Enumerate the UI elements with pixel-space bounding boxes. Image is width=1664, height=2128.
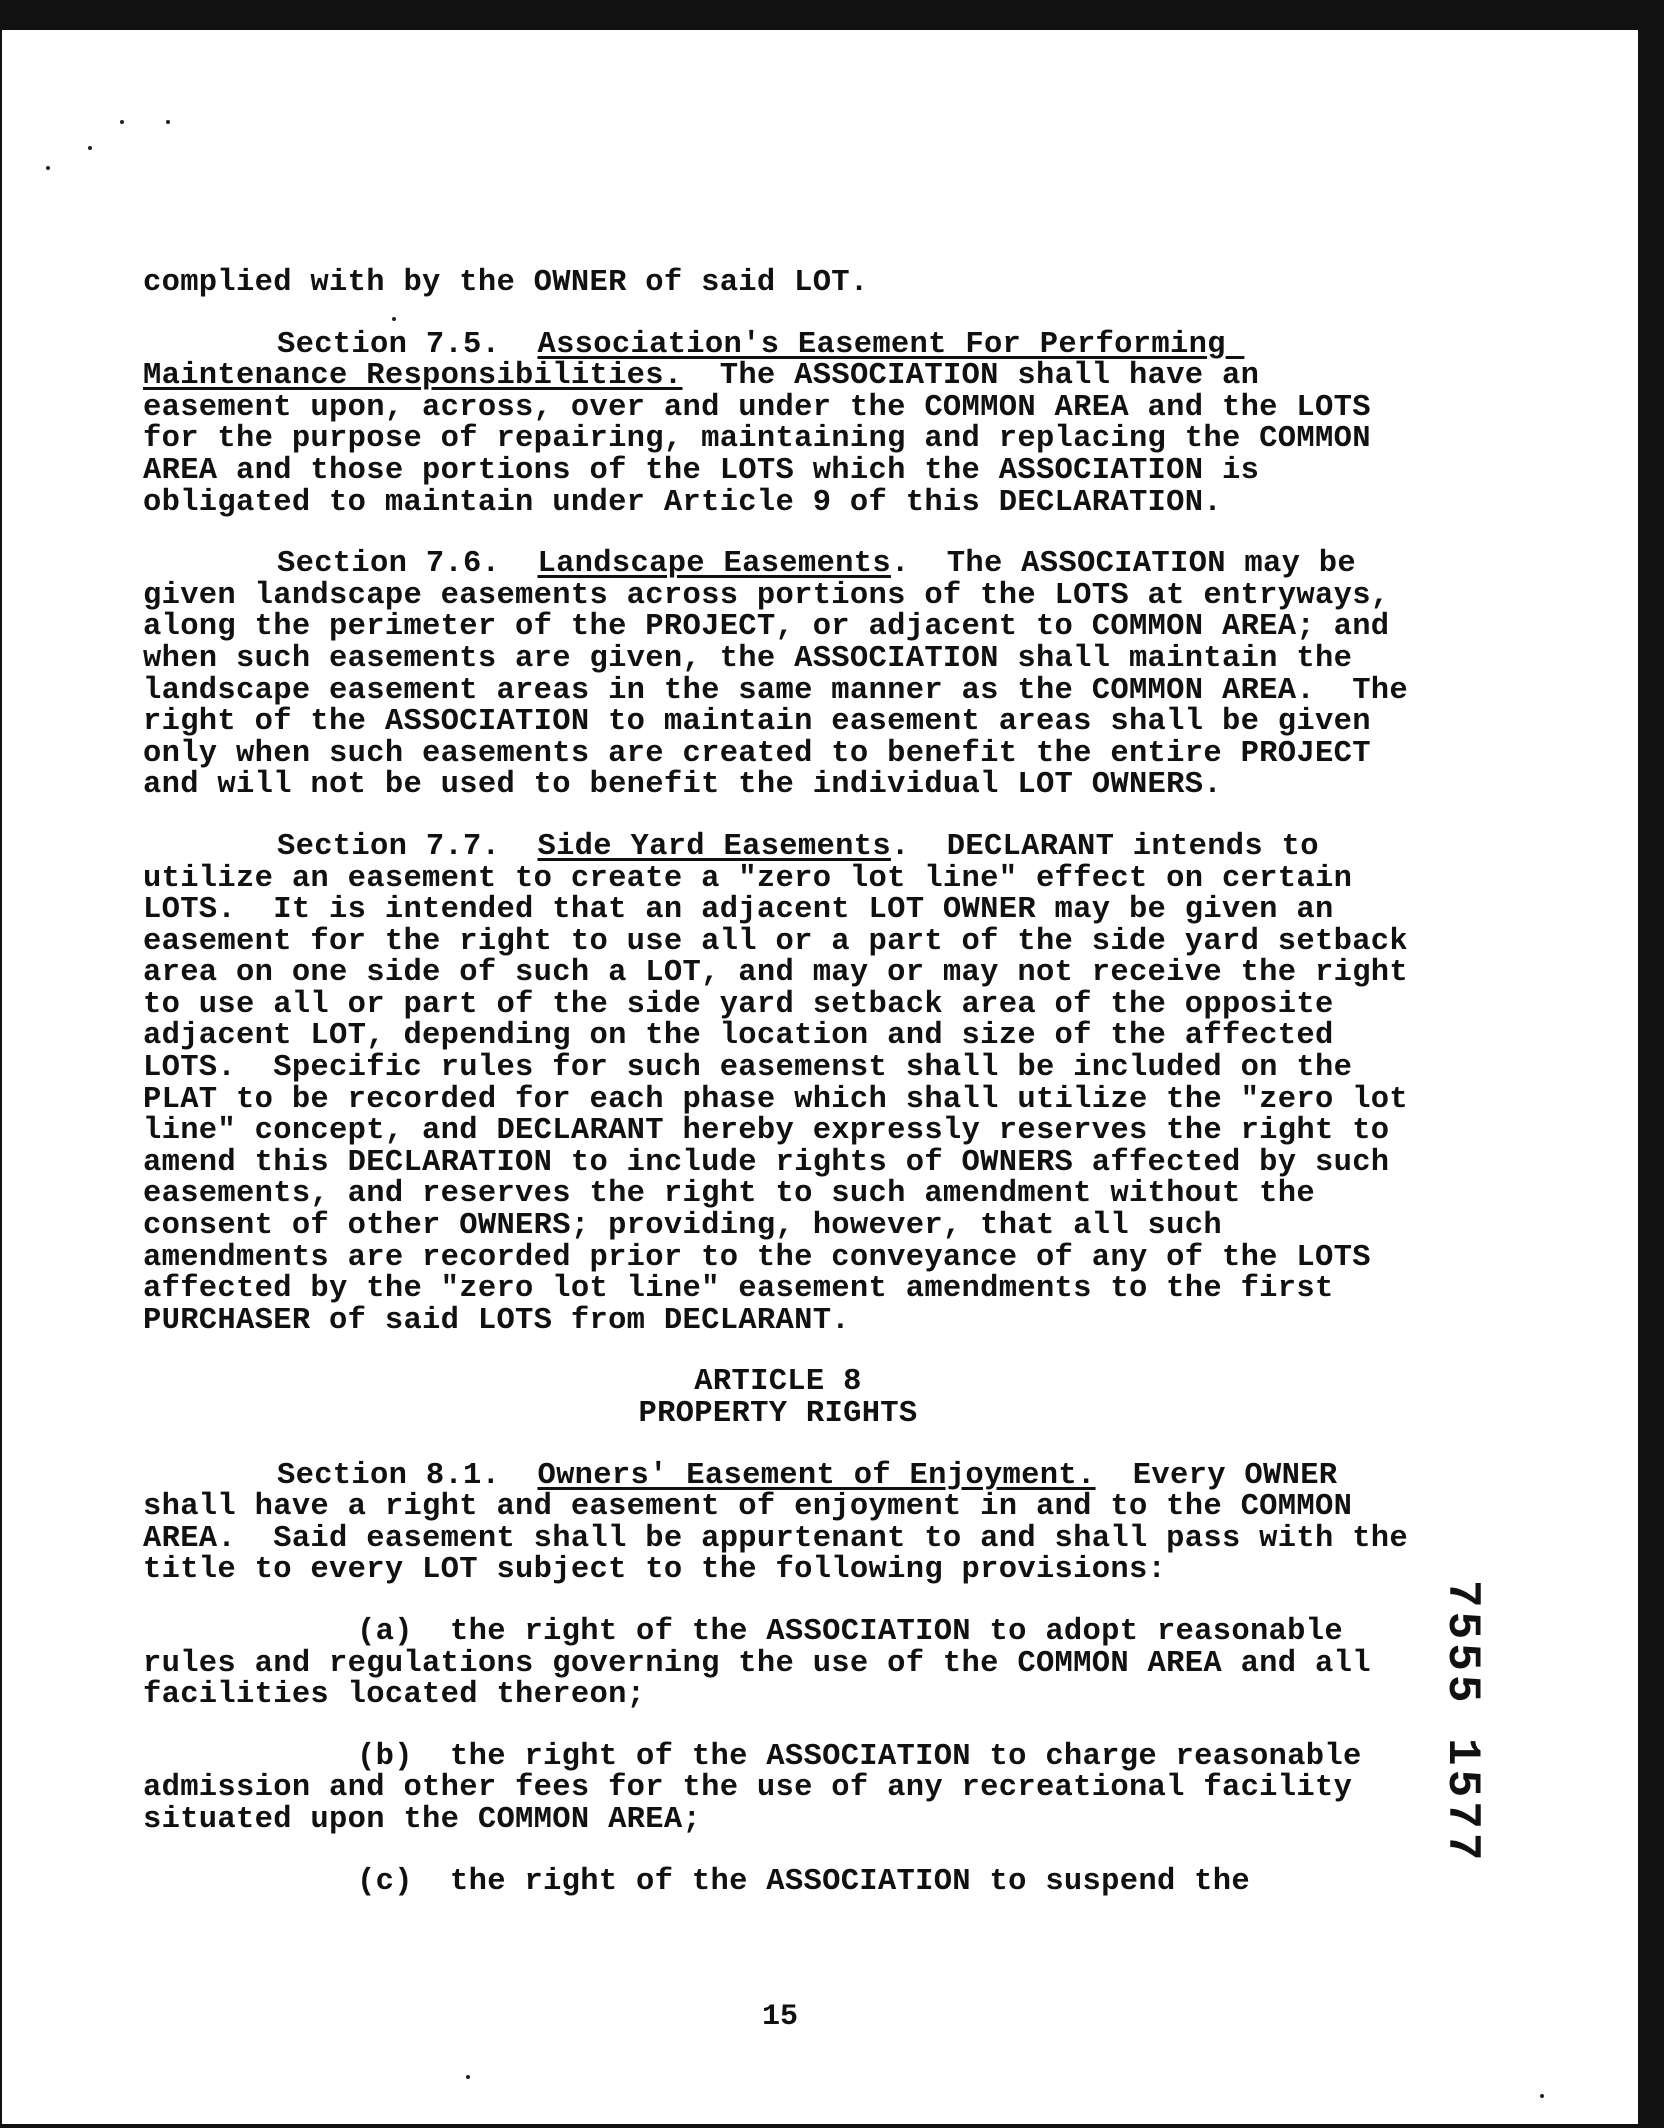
- provision-a-marker: (a): [357, 1614, 413, 1649]
- section-7-6: [143, 547, 1427, 803]
- section-8-1-body: Every OWNER shall have a right and easement of enjoyment in and to the COMMON AREA. Said easement shall be appurtenant to and shall pass with the title to every LOT subject to the following provisions:: [143, 1458, 1427, 1588]
- opening-line: complied with by the OWNER of said LOT.: [143, 266, 869, 300]
- section-7-5: [143, 327, 1413, 520]
- provision-a-text: the right of the ASSOCIATION to adopt reasonable rules and regulations governing the use of the COMMON AREA and all facilities located thereon;: [143, 1614, 1390, 1713]
- section-7-7: [143, 829, 1427, 1338]
- provision-b-marker: (b): [357, 1739, 413, 1774]
- side-stamp: 7555 1577: [1436, 1580, 1488, 1865]
- section-8-1: [143, 1458, 1427, 1588]
- article-title: PROPERTY RIGHTS: [638, 1397, 918, 1431]
- section-7-5-number: Section 7.5.: [277, 327, 501, 362]
- section-7-6-number: Section 7.6.: [277, 547, 501, 582]
- provision-b: [143, 1739, 1413, 1837]
- page-number: 15: [761, 2000, 798, 2034]
- section-8-1-heading: Owners' Easement of Enjoyment.: [537, 1458, 1096, 1493]
- provision-a: [143, 1614, 1413, 1713]
- provision-b-text: the right of the ASSOCIATION to charge reasonable admission and other fees for the use of any recreational facility situated upon the COMMON AREA;: [143, 1739, 1381, 1837]
- section-8-1-number: Section 8.1.: [277, 1458, 501, 1493]
- section-7-7-body: . DECLARANT intends to utilize an easement to create a "zero lot line" effect on certain LOTS. It is intended that an adjacent LOT OWNER may be given an easement for the right to use all or a part of the side yard setback area on one side of such a LOT, and may or may not receive the right to use all or part of the side yard setback area of the opposite adjacent LOT, depending on the location and size of the affected LOTS. Specific rules for such easemenst shall be included on the PLAT to be recorded for each phase which shall utilize the "zero lot line" concept, and DECLARANT hereby expressly reserves the right to amend this DECLARATION to include rights of OWNERS affected by such easements, and reserves the right to such amendment without the consent of other OWNERS; providing, however, that all such amendments are recorded prior to the conveyance of any of the LOTS affected by the "zero lot line" easement amendments to the first PURCHASER of said LOTS from DECLARANT.: [143, 829, 1427, 1338]
- section-7-5-heading: Association's Easement For Performing Maintenance Responsibilities.: [143, 327, 1245, 394]
- provision-c-marker: (c): [357, 1864, 413, 1899]
- provision-c: [143, 1864, 1413, 1899]
- document-body: [143, 266, 1427, 1928]
- article-number: ARTICLE 8: [694, 1365, 862, 1400]
- section-7-6-body: . The ASSOCIATION may be given landscape easements across portions of the LOTS at entryways, along the perimeter of the PROJECT, or adjacent to COMMON AREA; and when such easements are given, the ASSOCIATION shall maintain the landscape easement areas in the same manner as the COMMON AREA. The right of the ASSOCIATION to maintain easement areas shall be given only when such easements are created to benefit the entire PROJECT and will not be used to benefit the individual LOT OWNERS.: [143, 547, 1427, 803]
- article-heading: [143, 1367, 1413, 1430]
- section-7-7-heading: Side Yard Easements: [537, 829, 891, 864]
- section-7-7-number: Section 7.7.: [277, 829, 501, 864]
- provision-c-text: the right of the ASSOCIATION to suspend the: [450, 1864, 1250, 1899]
- section-7-6-heading: Landscape Easements: [537, 547, 891, 582]
- section-7-5-body: The ASSOCIATION shall have an easement upon, across, over and under the COMMON AREA and the LOTS for the purpose of repairing, maintaining and replacing the COMMON AREA and those portions of the LOTS which the ASSOCIATION is obligated to maintain under Article 9 of this DECLARATION.: [143, 359, 1390, 520]
